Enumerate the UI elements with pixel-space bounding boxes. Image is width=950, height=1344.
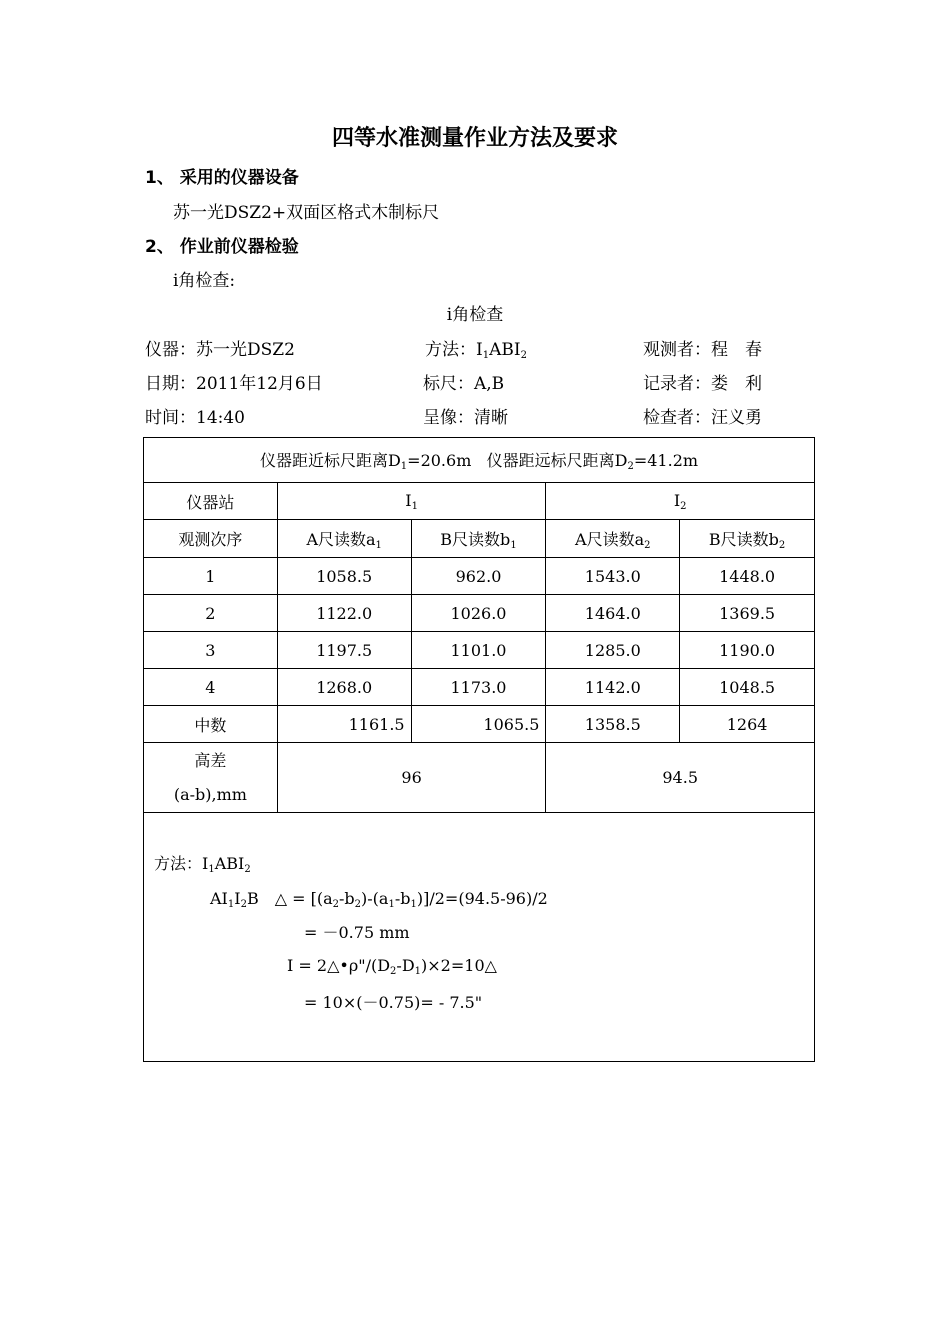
- cell: 1026.0: [411, 595, 546, 632]
- col-a2-header: A尺读数$a_2$: [546, 520, 680, 558]
- col-a1-header: A尺读数$a_1$: [277, 520, 411, 558]
- date-field: 日期：2011年12月6日: [145, 374, 323, 394]
- table-row: [144, 669, 815, 706]
- document-title: 四等水准测量作业方法及要求: [331, 126, 618, 151]
- rod-field: 标尺：A,B: [423, 374, 505, 394]
- cell: 1197.5: [277, 632, 411, 669]
- section-1-heading: 1、 采用的仪器设备: [145, 168, 299, 188]
- diff-row: [144, 743, 815, 813]
- instrument-field: 仪器：苏一光DSZ2: [145, 340, 295, 360]
- cell: 962.0: [411, 558, 546, 595]
- cell: 1: [144, 558, 278, 595]
- section-2-text: i角检查:: [173, 271, 236, 291]
- time-field: 时间：14:40: [145, 408, 245, 428]
- mean-row: [144, 706, 815, 743]
- table-row: [144, 632, 815, 669]
- cell: 1285.0: [546, 632, 680, 669]
- cell: 1048.5: [680, 669, 815, 706]
- table-row: [144, 558, 815, 595]
- calc-line-2: = －0.75 mm: [304, 923, 410, 942]
- cell: 3: [144, 632, 278, 669]
- table-row: [144, 595, 815, 632]
- station-1-header: $I_1$: [277, 483, 546, 520]
- cell: 1065.5: [411, 706, 546, 743]
- section-1-text: 苏一光DSZ2+双面区格式木制标尺: [173, 203, 440, 223]
- col-b1-header: B尺读数$b_1$: [411, 520, 546, 558]
- cell: 1448.0: [680, 558, 815, 595]
- distance-header: 仪器距近标尺距离$D_1=20.6m$ 仪器距远标尺距离$D_2=41.2m$: [144, 438, 815, 483]
- diff-value-2: 94.5: [546, 743, 815, 813]
- mean-label: 中数: [144, 706, 278, 743]
- cell: 1358.5: [546, 706, 680, 743]
- calc-line-4: = 10×(－0.75)= - 7.5": [304, 993, 483, 1012]
- cell: 1142.0: [546, 669, 680, 706]
- cell: 1543.0: [546, 558, 680, 595]
- station-label: 仪器站: [144, 483, 278, 520]
- cell: 1190.0: [680, 632, 815, 669]
- cell: 1268.0: [277, 669, 411, 706]
- cell: 1369.5: [680, 595, 815, 632]
- cell: 1464.0: [546, 595, 680, 632]
- cell: 1101.0: [411, 632, 546, 669]
- station-2-header: $I_2$: [546, 483, 815, 520]
- calc-line-3: $I = 2\triangle•\rho"/(D_2-D_1)\times 2=10\triangle$: [287, 956, 497, 977]
- calc-method: 方法：$I_1ABI_2$: [154, 854, 251, 875]
- observer-field: 观测者：程 春: [643, 340, 762, 360]
- cell: 1264: [680, 706, 815, 743]
- i-angle-table: [143, 437, 815, 813]
- calc-line-1: $AI_1I_2B$ △ = $[(a_2-b_2)-(a_1-b_1)]/2=(94.5-96)/2$: [210, 889, 548, 910]
- cell: 2: [144, 595, 278, 632]
- inspector-field: 检查者：汪义勇: [643, 408, 762, 428]
- calculation-box: [143, 813, 815, 1062]
- cell: 1161.5: [277, 706, 411, 743]
- method-field: 方法：$I_1ABI_2$: [425, 340, 527, 361]
- cell: 1058.5: [277, 558, 411, 595]
- cell: 1122.0: [277, 595, 411, 632]
- section-2-heading: 2、 作业前仪器检验: [145, 237, 299, 257]
- diff-value-1: 96: [277, 743, 546, 813]
- cell: 1173.0: [411, 669, 546, 706]
- recorder-field: 记录者：娄 利: [643, 374, 762, 394]
- diff-label: 高差 (a-b),mm: [144, 743, 278, 813]
- order-label: 观测次序: [144, 520, 278, 558]
- cell: 4: [144, 669, 278, 706]
- col-b2-header: B尺读数$b_2$: [680, 520, 815, 558]
- image-field: 呈像：清晰: [423, 408, 508, 428]
- check-caption: i角检查: [446, 305, 504, 325]
